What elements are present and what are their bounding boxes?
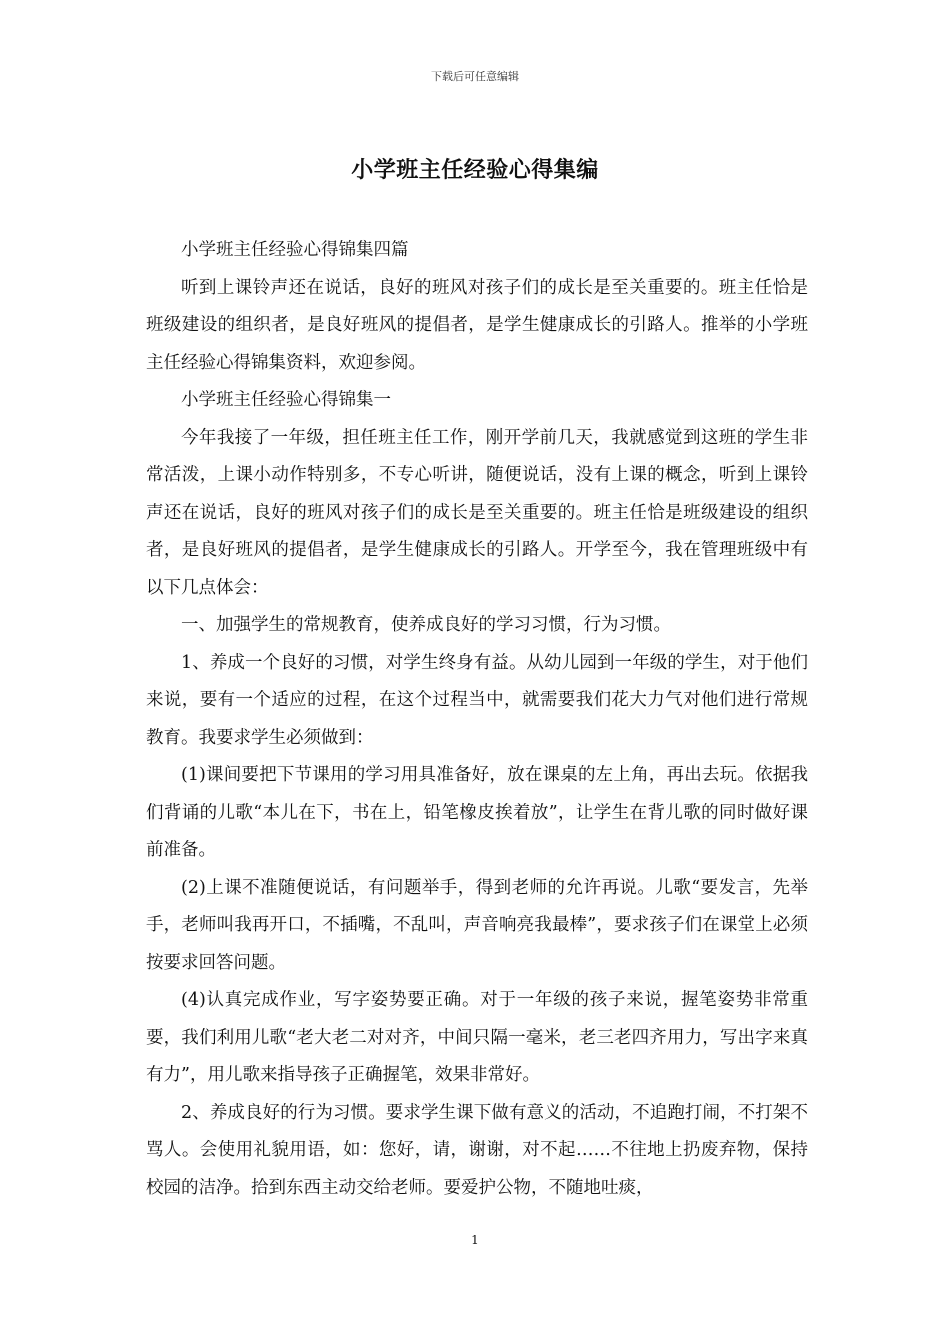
paragraph: 今年我接了一年级，担任班主任工作，刚开学前几天，我就感觉到这班的学生非常活泼，上课小动作特别多，不专心听讲，随便说话，没有上课的概念，听到上课铃声还在说话，良好的班风对孩子们的成长是至关重要的。班主任恰是班级建设的组织者，是良好班风的提倡者，是学生健康成长的引路人。开学至今，我在管理班级中有以下几点体会： xyxy=(146,427,808,598)
paragraph: (4)认真完成作业，写字姿势要正确。对于一年级的孩子来说，握笔姿势非常重要，我们利用儿歌“老大老二对对齐，中间只隔一毫米，老三老四齐用力，写出字来真有力”，用儿歌来指导孩子正确握笔，效果非常好。 xyxy=(146,990,808,1085)
paragraph-intro: 听到上课铃声还在说话，良好的班风对孩子们的成长是至关重要的。班主任恰是班级建设的组织者，是良好班风的提倡者，是学生健康成长的引路人。推举的小学班主任经验心得锦集资料，欢迎参阅。 xyxy=(146,277,808,373)
paragraph: 2、养成良好的行为习惯。要求学生课下做有意义的活动，不追跑打闹，不打架不骂人。会使用礼貌用语，如：您好，请，谢谢，对不起……不往地上扔废弃物，保持校园的洁净。拾到东西主动交给老师。要爱护公物，不随地吐痰， xyxy=(146,1102,808,1198)
paragraph-subtitle: 小学班主任经验心得锦集四篇 xyxy=(181,240,409,260)
paragraph: 1、养成一个良好的习惯，对学生终身有益。从幼儿园到一年级的学生，对于他们来说，要有一个适应的过程，在这个过程当中，就需要我们花大力气对他们进行常规教育。我要求学生必须做到： xyxy=(146,652,808,748)
header-note: 下载后可任意编辑 xyxy=(431,70,519,83)
document-body xyxy=(146,232,808,1207)
document-title: 小学班主任经验心得集编 xyxy=(351,158,599,183)
paragraph: (1)课间要把下节课用的学习用具准备好，放在课桌的左上角，再出去玩。依据我们背诵的儿歌“本儿在下，书在上，铅笔橡皮挨着放”，让学生在背儿歌的同时做好课前准备。 xyxy=(146,765,808,860)
page-number: 1 xyxy=(471,1233,479,1247)
paragraph-point-heading: 一、加强学生的常规教育，使养成良好的学习习惯，行为习惯。 xyxy=(181,615,671,635)
paragraph-section-heading: 小学班主任经验心得锦集一 xyxy=(181,390,391,410)
paragraph: (2)上课不准随便说话，有问题举手，得到老师的允许再说。儿歌“要发言，先举手，老师叫我再开口，不插嘴，不乱叫，声音响亮我最棒”，要求孩子们在课堂上必须按要求回答问题。 xyxy=(146,877,808,973)
